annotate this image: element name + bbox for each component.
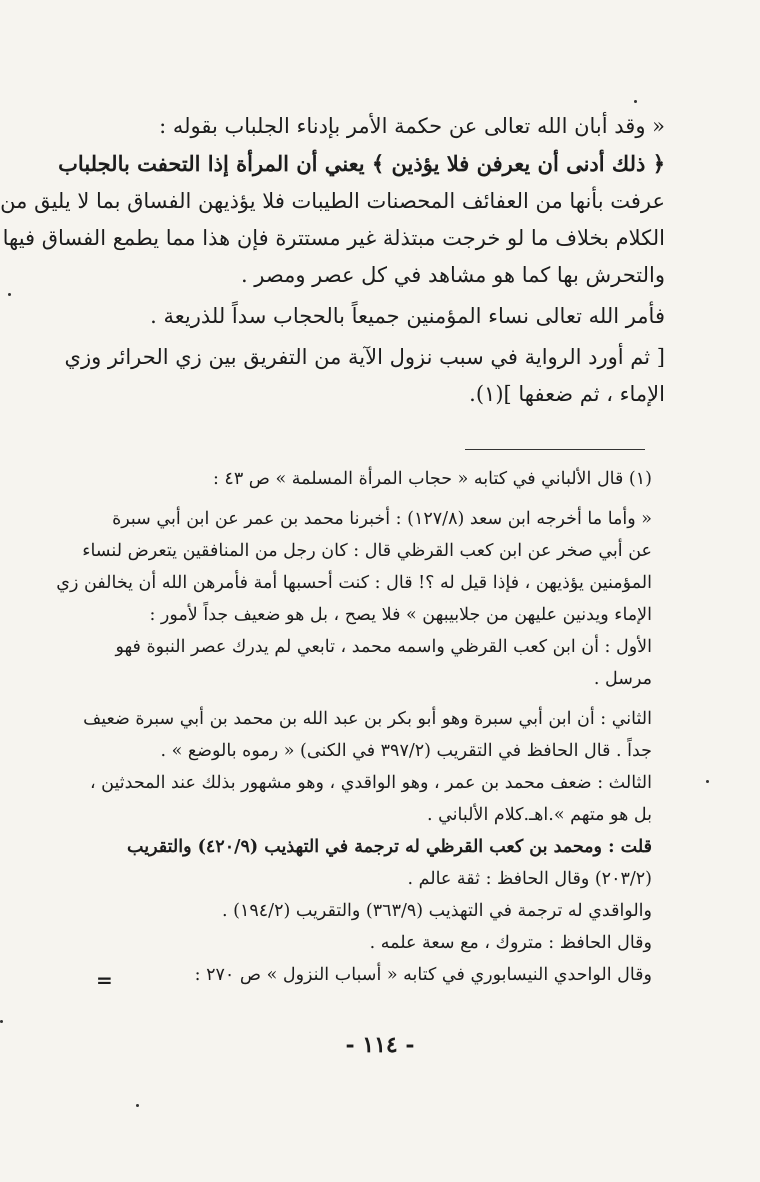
main-line: الكلام بخلاف ما لو خرجت مبتذلة غير مستترة فإن هذا مما يطمع الفساق فيها xyxy=(2,226,665,250)
scan-speck xyxy=(136,1104,139,1107)
main-line: الإماء ، ثم ضعفها ](١). xyxy=(469,382,665,406)
main-line: فأمر الله تعالى نساء المؤمنين جميعاً بالحجاب سداً للذريعة . xyxy=(150,304,665,328)
continuation-mark: = xyxy=(96,968,113,992)
scan-speck xyxy=(634,100,637,103)
footnote-line: « وأما ما أخرجه ابن سعد (١٢٧/٨) : أخبرنا محمد بن عمر عن ابن أبي سبرة xyxy=(112,509,652,529)
footnote-line: الثالث : ضعف محمد بن عمر ، وهو الواقدي ، وهو مشهور بذلك عند المحدثين ، xyxy=(89,773,652,793)
footnote-line: قلت : ومحمد بن كعب القرظي له ترجمة في التهذيب (٤٢٠/٩) والتقريب xyxy=(127,837,652,857)
footnote-line: بل هو متهم ».اهـ.كلام الألباني . xyxy=(426,805,652,825)
footnote-line: وقال الحافظ : متروك ، مع سعة علمه . xyxy=(369,933,652,953)
footnote-gap xyxy=(92,495,652,503)
footnote-separator xyxy=(465,449,645,450)
main-line: عرفت بأنها من العفائف المحصنات الطيبات فلا يؤذيهن الفساق بما لا يليق من xyxy=(0,189,665,213)
scan-speck xyxy=(0,1020,3,1023)
footnote-line: الأول : أن ابن كعب القرظي واسمه محمد ، تابعي لم يدرك عصر النبوة فهو xyxy=(115,637,652,657)
footnote-line: جداً . قال الحافظ في التقريب (٣٩٧/٢ في الكنى) « رموه بالوضع » . xyxy=(160,741,652,761)
scan-speck xyxy=(8,293,11,296)
page-number: - ١١٤ - xyxy=(345,1032,415,1058)
main-text xyxy=(0,108,665,413)
main-line-text: ﴿ ذلك أدنى أن يعرفن فلا يؤذين ﴾ يعني أن المرأة إذا التحفت بالجلباب xyxy=(58,151,665,176)
footnote-line: المؤمنين يؤذيهن ، فإذا قيل له ؟! قال : كنت أحسبها أمة فأمرهن الله أن يخالفن زي xyxy=(56,573,652,593)
main-line: [ ثم أورد الرواية في سبب نزول الآية من التفريق بين زي الحرائر وزي xyxy=(64,345,665,369)
footnote-line: الإماء ويدنين عليهن من جلابيبهن » فلا يصح ، بل هو ضعيف جداً لأمور : xyxy=(149,605,652,625)
main-line xyxy=(58,145,665,183)
main-line: « وقد أبان الله تعالى عن حكمة الأمر بإدناء الجلباب بقوله : xyxy=(159,114,665,138)
footnote-line: (١) قال الألباني في كتابه « حجاب المرأة المسلمة » ص ٤٣ : xyxy=(212,469,652,489)
footnote-line: (٢٠٣/٢) وقال الحافظ : ثقة عالم . xyxy=(407,869,652,889)
footnote-line: الثاني : أن ابن أبي سبرة وهو أبو بكر بن عبد الله بن محمد بن أبي سبرة ضعيف xyxy=(83,709,652,729)
footnote-line: عن أبي صخر عن ابن كعب القرظي قال : كان رجل من المنافقين يتعرض لنساء xyxy=(82,541,652,561)
footnote-line: مرسل . xyxy=(593,669,652,689)
footnote xyxy=(56,463,652,991)
scan-speck xyxy=(706,780,709,783)
footnote-line: وقال الواحدي النيسابوري في كتابه « أسباب النزول » ص ٢٧٠ : xyxy=(194,965,652,985)
main-line: والتحرش بها كما هو مشاهد في كل عصر ومصر . xyxy=(240,263,665,287)
footnote-gap xyxy=(92,695,652,703)
footnote-line: والواقدي له ترجمة في التهذيب (٣٦٣/٩) والتقريب (١٩٤/٢) . xyxy=(222,901,652,921)
